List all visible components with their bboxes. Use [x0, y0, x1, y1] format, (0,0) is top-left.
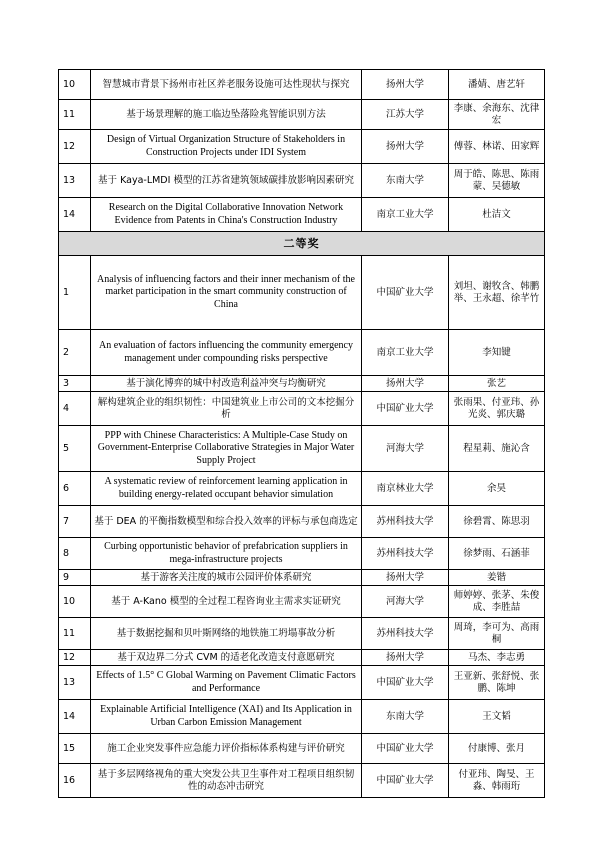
section-header-row — [59, 232, 545, 256]
school-name: 苏州科技大学 — [362, 538, 449, 570]
table-row — [59, 472, 545, 506]
table-body-first-prize — [59, 70, 545, 232]
table-row — [59, 130, 545, 164]
table-row — [59, 70, 545, 100]
project-title: 基于演化博弈的城中村改造利益冲突与均衡研究 — [91, 376, 362, 392]
row-number: 3 — [59, 376, 91, 392]
school-name: 扬州大学 — [362, 570, 449, 586]
project-title: Analysis of influencing factors and their inner mechanism of the market participation in the smart community construction of China — [91, 256, 362, 330]
author-names: 张雨果、付亚玮、孙光炎、郭庆璐 — [449, 392, 545, 426]
project-title: 解构建筑企业的组织韧性：中国建筑业上市公司的文本挖掘分析 — [91, 392, 362, 426]
project-title: Effects of 1.5° C Global Warming on Pavement Climatic Factors and Performance — [91, 666, 362, 700]
table-row — [59, 538, 545, 570]
author-names: 王亚新、张舒悦、张鹏、陈坤 — [449, 666, 545, 700]
project-title: An evaluation of factors influencing the community emergency management under compounding risks perspective — [91, 330, 362, 376]
row-number: 12 — [59, 650, 91, 666]
school-name: 苏州科技大学 — [362, 618, 449, 650]
author-names: 付亚玮、陶旻、王淼、韩雨珩 — [449, 764, 545, 798]
author-names: 师婷婷、张茅、朱俊成、李胜喆 — [449, 586, 545, 618]
school-name: 苏州科技大学 — [362, 506, 449, 538]
school-name: 东南大学 — [362, 164, 449, 198]
author-names: 付康博、张月 — [449, 734, 545, 764]
table-row — [59, 586, 545, 618]
table-row — [59, 256, 545, 330]
row-number: 16 — [59, 764, 91, 798]
table-row — [59, 666, 545, 700]
author-names: 马杰、李志勇 — [449, 650, 545, 666]
row-number: 15 — [59, 734, 91, 764]
author-names: 刘坦、谢牧含、韩鹏举、王永超、徐芊竹 — [449, 256, 545, 330]
row-number: 1 — [59, 256, 91, 330]
author-names: 姜锴 — [449, 570, 545, 586]
author-names: 杜洁文 — [449, 198, 545, 232]
row-number: 10 — [59, 70, 91, 100]
school-name: 南京林业大学 — [362, 472, 449, 506]
school-name: 中国矿业大学 — [362, 734, 449, 764]
row-number: 5 — [59, 426, 91, 472]
school-name: 扬州大学 — [362, 70, 449, 100]
row-number: 13 — [59, 164, 91, 198]
school-name: 南京工业大学 — [362, 198, 449, 232]
school-name: 扬州大学 — [362, 130, 449, 164]
project-title: 基于 A-Kano 模型的全过程工程咨询业主需求实证研究 — [91, 586, 362, 618]
school-name: 河海大学 — [362, 586, 449, 618]
table-row — [59, 392, 545, 426]
project-title: Explainable Artificial Intelligence (XAI) and Its Application in Urban Carbon Emission Management — [91, 700, 362, 734]
author-names: 周琦，李可为、高雨桐 — [449, 618, 545, 650]
project-title: Design of Virtual Organization Structure of Stakeholders in Construction Projects under IDI System — [91, 130, 362, 164]
school-name: 扬州大学 — [362, 376, 449, 392]
project-title: 基于 DEA 的平衡指数模型和综合投入效率的评标与承包商选定 — [91, 506, 362, 538]
author-names: 潘婧、唐艺轩 — [449, 70, 545, 100]
school-name: 南京工业大学 — [362, 330, 449, 376]
author-names: 徐碧霄、陈思羽 — [449, 506, 545, 538]
project-title: Curbing opportunistic behavior of prefabrication suppliers in mega-infrastructure projects — [91, 538, 362, 570]
row-number: 14 — [59, 198, 91, 232]
project-title: 基于多层网络视角的重大突发公共卫生事件对工程项目组织韧性的动态冲击研究 — [91, 764, 362, 798]
row-number: 10 — [59, 586, 91, 618]
project-title: 基于数据挖掘和贝叶斯网络的地铁施工坍塌事故分析 — [91, 618, 362, 650]
project-title: PPP with Chinese Characteristics: A Multiple-Case Study on Government-Enterprise Collaborative Strategies in Major Water Supply Project — [91, 426, 362, 472]
author-names: 徐梦雨、石涵菲 — [449, 538, 545, 570]
table-row — [59, 650, 545, 666]
project-title: 基于场景理解的施工临边坠落险兆智能识别方法 — [91, 100, 362, 130]
author-names: 程星莉、施沁含 — [449, 426, 545, 472]
row-number: 2 — [59, 330, 91, 376]
row-number: 11 — [59, 100, 91, 130]
school-name: 中国矿业大学 — [362, 764, 449, 798]
author-names: 王文韬 — [449, 700, 545, 734]
row-number: 7 — [59, 506, 91, 538]
school-name: 中国矿业大学 — [362, 666, 449, 700]
row-number: 13 — [59, 666, 91, 700]
row-number: 4 — [59, 392, 91, 426]
row-number: 8 — [59, 538, 91, 570]
table-row — [59, 164, 545, 198]
row-number: 12 — [59, 130, 91, 164]
author-names: 傅蓉、林诺、田家辉 — [449, 130, 545, 164]
project-title: Research on the Digital Collaborative Innovation Network Evidence from Patents in China's Construction Industry — [91, 198, 362, 232]
table-row — [59, 570, 545, 586]
author-names: 李康、余海东、沈律宏 — [449, 100, 545, 130]
table-row — [59, 330, 545, 376]
school-name: 江苏大学 — [362, 100, 449, 130]
table-row — [59, 100, 545, 130]
row-number: 11 — [59, 618, 91, 650]
project-title: 基于 Kaya-LMDI 模型的江苏省建筑领域碳排放影响因素研究 — [91, 164, 362, 198]
project-title: A systematic review of reinforcement learning application in building energy-related occupant behavior simulation — [91, 472, 362, 506]
row-number: 14 — [59, 700, 91, 734]
school-name: 东南大学 — [362, 700, 449, 734]
table-row — [59, 198, 545, 232]
author-names: 张艺 — [449, 376, 545, 392]
section-heading: 二等奖 — [59, 232, 545, 256]
table-section-second-prize — [59, 232, 545, 256]
row-number: 9 — [59, 570, 91, 586]
table-row — [59, 734, 545, 764]
table-row — [59, 506, 545, 538]
project-title: 智慧城市背景下扬州市社区养老服务设施可达性现状与探究 — [91, 70, 362, 100]
school-name: 河海大学 — [362, 426, 449, 472]
author-names: 周于皓、陈思、陈雨蒙、吴德敏 — [449, 164, 545, 198]
table-row — [59, 376, 545, 392]
author-names: 余昊 — [449, 472, 545, 506]
project-title: 施工企业突发事件应急能力评价指标体系构建与评价研究 — [91, 734, 362, 764]
row-number: 6 — [59, 472, 91, 506]
project-title: 基于游客关注度的城市公园评价体系研究 — [91, 570, 362, 586]
table-row — [59, 426, 545, 472]
award-table — [58, 69, 545, 798]
school-name: 扬州大学 — [362, 650, 449, 666]
table-row — [59, 764, 545, 798]
table-body-second-prize — [59, 256, 545, 798]
project-title: 基于双边界二分式 CVM 的适老化改造支付意愿研究 — [91, 650, 362, 666]
school-name: 中国矿业大学 — [362, 392, 449, 426]
table-row — [59, 618, 545, 650]
author-names: 李知键 — [449, 330, 545, 376]
school-name: 中国矿业大学 — [362, 256, 449, 330]
table-row — [59, 700, 545, 734]
